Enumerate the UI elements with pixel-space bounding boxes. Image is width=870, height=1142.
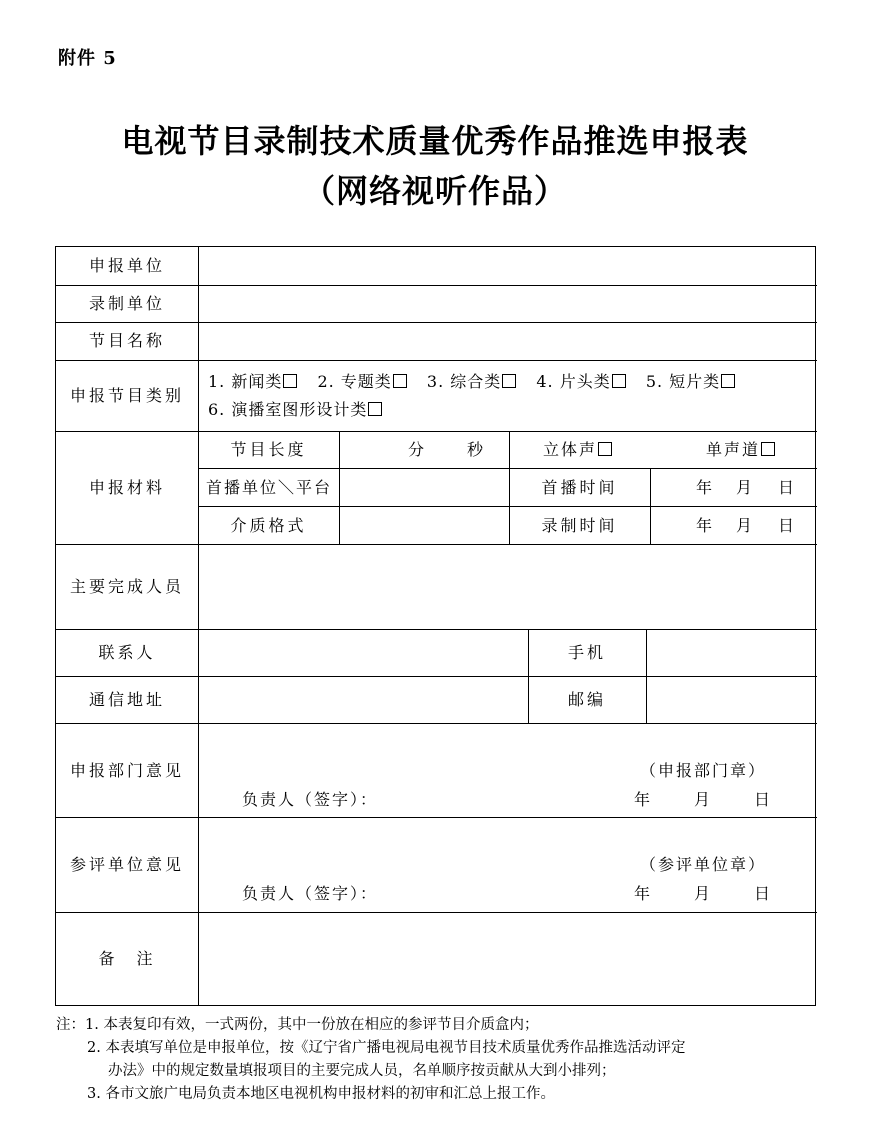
mobile-field[interactable]	[647, 630, 816, 676]
address-field[interactable]	[199, 677, 528, 723]
checkbox-news[interactable]	[283, 374, 297, 388]
form-subtitle: （网络视听作品）	[302, 172, 567, 210]
notes-section	[56, 1014, 826, 1106]
category-opening[interactable]: 4. 片头类	[536, 372, 625, 391]
category-options-row2	[208, 400, 382, 420]
review-opinion-label: 参评单位意见	[69, 855, 184, 874]
notes-prefix: 注：	[56, 1017, 85, 1033]
category-studio-graphics[interactable]: 6. 演播室图形设计类	[208, 400, 382, 419]
program-name-label: 节目名称	[88, 331, 165, 350]
checkbox-variety[interactable]	[502, 374, 516, 388]
postcode-label: 邮编	[567, 690, 606, 709]
first-broadcast-year: 年	[696, 478, 713, 497]
dept-responsible-sign: 负责人（签字）：	[242, 790, 379, 809]
stereo-option[interactable]: 立体声	[543, 440, 612, 460]
program-length-label: 节目长度	[230, 440, 307, 459]
category-variety[interactable]: 3. 综合类	[427, 372, 516, 391]
checkbox-feature[interactable]	[393, 374, 407, 388]
recording-day: 日	[778, 516, 795, 535]
review-year: 年	[634, 884, 651, 903]
form-title: 电视节目录制技术质量优秀作品推选申报表	[121, 122, 749, 160]
note-1: 注：1. 本表复印有效，一式两份，其中一份放在相应的参评节目介质盒内；	[56, 1017, 539, 1033]
application-form-table	[55, 246, 816, 1006]
main-staff-field[interactable]	[199, 545, 816, 629]
review-responsible-sign: 负责人（签字）：	[242, 884, 379, 903]
applicant-unit-field[interactable]	[199, 248, 816, 285]
production-unit-field[interactable]	[199, 286, 816, 322]
applicant-unit-label: 申报单位	[88, 256, 165, 275]
first-broadcast-time-label: 首播时间	[541, 478, 618, 497]
category-short[interactable]: 5. 短片类	[646, 372, 735, 391]
recording-month: 月	[736, 516, 753, 535]
attachment-label: 附件 5	[58, 48, 117, 69]
materials-label: 申报材料	[88, 478, 165, 497]
first-broadcast-month: 月	[736, 478, 753, 497]
contact-label: 联系人	[98, 643, 156, 662]
address-label: 通信地址	[88, 690, 165, 709]
checkbox-mono[interactable]	[761, 442, 775, 456]
dept-seal-label: （申报部门章）	[640, 761, 767, 780]
dept-year: 年	[634, 790, 651, 809]
first-broadcast-unit-label: 首播单位＼平台	[205, 478, 332, 497]
category-feature[interactable]: 2. 专题类	[317, 372, 406, 391]
first-broadcast-day: 日	[778, 478, 795, 497]
dept-day: 日	[754, 790, 771, 809]
mobile-label: 手机	[567, 643, 606, 662]
checkbox-studio-graphics[interactable]	[368, 402, 382, 416]
postcode-field[interactable]	[647, 677, 816, 723]
category-news[interactable]: 1. 新闻类	[208, 372, 297, 391]
contact-field[interactable]	[199, 630, 528, 676]
review-month: 月	[694, 884, 711, 903]
category-options-row1	[208, 372, 735, 392]
seconds-label: 秒	[467, 440, 484, 459]
checkbox-stereo[interactable]	[598, 442, 612, 456]
media-format-label: 介质格式	[230, 516, 307, 535]
program-category-label: 申报节目类别	[69, 386, 184, 405]
recording-time-label: 录制时间	[541, 516, 618, 535]
program-name-field[interactable]	[199, 323, 816, 360]
remarks-field[interactable]	[199, 913, 816, 1006]
note-2-continued: 办法》中的规定数量填报项目的主要完成人员，名单顺序按贡献从大到小排列；	[108, 1063, 616, 1079]
review-seal-label: （参评单位章）	[640, 855, 767, 874]
note-2: 2. 本表填写单位是申报单位，按《辽宁省广播电视局电视节目技术质量优秀作品推选活动评定	[87, 1040, 686, 1056]
dept-month: 月	[694, 790, 711, 809]
production-unit-label: 录制单位	[88, 294, 165, 313]
main-staff-label: 主要完成人员	[69, 577, 184, 596]
minutes-label: 分	[408, 440, 425, 459]
recording-year: 年	[696, 516, 713, 535]
checkbox-short[interactable]	[721, 374, 735, 388]
review-day: 日	[754, 884, 771, 903]
note-3: 3. 各市文旅广电局负责本地区电视机构申报材料的初审和汇总上报工作。	[87, 1086, 555, 1102]
mono-option[interactable]: 单声道	[706, 440, 775, 460]
checkbox-opening[interactable]	[612, 374, 626, 388]
remarks-label: 备 注	[98, 949, 156, 968]
dept-opinion-label: 申报部门意见	[69, 761, 184, 780]
